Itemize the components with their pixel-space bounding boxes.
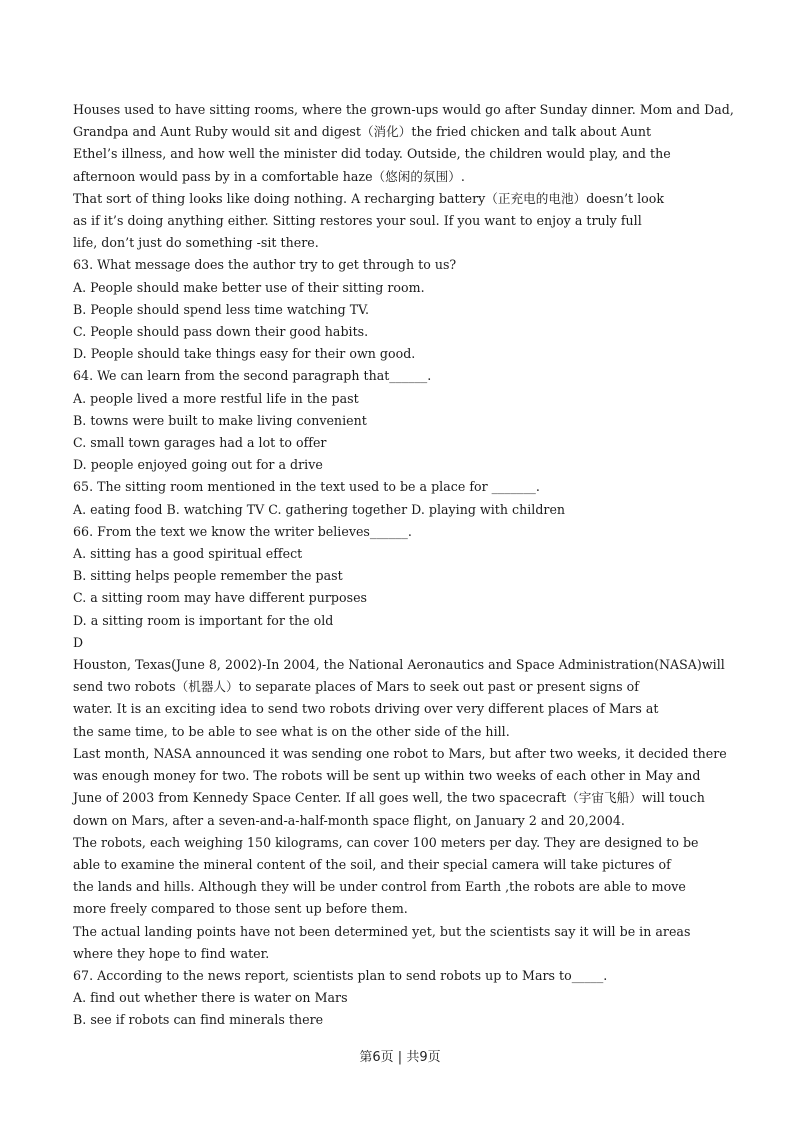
text-line: water. It is an exciting idea to send two robots driving over very different places of Mars at bbox=[73, 701, 659, 717]
text-line: A. People should make better use of their sitting room. bbox=[73, 279, 425, 295]
text-line: Houston, Texas(June 8, 2002)-In 2004, the National Aeronautics and Space Administration(NASA)will bbox=[73, 657, 725, 673]
text-line: B. towns were built to make living convenient bbox=[73, 412, 367, 428]
text-line: A. eating food B. watching TV C. gathering together D. playing with children bbox=[73, 501, 566, 517]
text-line: B. sitting helps people remember the past bbox=[73, 568, 343, 584]
text-line: A. people lived a more restful life in the past bbox=[73, 390, 359, 406]
text-line: A. find out whether there is water on Mars bbox=[73, 990, 348, 1006]
text-line: more freely compared to those sent up before them. bbox=[73, 901, 408, 917]
text-line: as if it’s doing anything either. Sitting restores your soul. If you want to enjoy a truly full bbox=[73, 213, 642, 229]
text-line: where they hope to find water. bbox=[73, 945, 270, 961]
text-line: down on Mars, after a seven-and-a-half-month space flight, on January 2 and 20,2004. bbox=[73, 812, 625, 828]
text-line: C. People should pass down their good habits. bbox=[73, 324, 369, 340]
text-line: D. a sitting room is important for the old bbox=[73, 612, 334, 628]
text-line: Last month, NASA announced it was sending one robot to Mars, but after two weeks, it decided there bbox=[73, 745, 727, 761]
page-footer: 第6页 | 共9页 bbox=[359, 1050, 441, 1065]
text-line: life, don’t just do something -sit there. bbox=[73, 235, 319, 251]
text-line: Houses used to have sitting rooms, where the grown-ups would go after Sunday dinner. Mom and Dad, bbox=[73, 102, 734, 117]
text-line: D. people enjoyed going out for a drive bbox=[73, 457, 323, 473]
text-line: C. a sitting room may have different purposes bbox=[73, 590, 368, 606]
text-line: B. see if robots can find minerals there bbox=[73, 1012, 324, 1028]
text-line: D. People should take things easy for their own good. bbox=[73, 346, 416, 362]
text-line: 67. According to the news report, scientists plan to send robots up to Mars to_____. bbox=[73, 967, 608, 983]
document-body bbox=[73, 99, 773, 1032]
text-line: 63. What message does the author try to get through to us? bbox=[73, 257, 457, 273]
text-line: the lands and hills. Although they will be under control from Earth ,the robots are able to move bbox=[73, 879, 686, 895]
text-line: afternoon would pass by in a comfortable haze（悠闲的氛围）. bbox=[73, 168, 465, 184]
text-line: The robots, each weighing 150 kilograms, can cover 100 meters per day. They are designed to be bbox=[73, 834, 699, 850]
text-line: June of 2003 from Kennedy Space Center. If all goes well, the two spacecraft（宇宙飞船）will touch bbox=[73, 790, 705, 806]
text-line: Grandpa and Aunt Ruby would sit and digest（消化）the fried chicken and talk about Aunt bbox=[73, 124, 652, 140]
text-line: D bbox=[73, 634, 84, 650]
text-line: A. sitting has a good spiritual effect bbox=[73, 546, 303, 562]
text-line: able to examine the mineral content of the soil, and their special camera will take pictures of bbox=[73, 856, 671, 872]
text-line: Ethel’s illness, and how well the minister did today. Outside, the children would play, and the bbox=[73, 146, 671, 162]
text-line: 66. From the text we know the writer believes______. bbox=[73, 523, 412, 539]
text-line: 64. We can learn from the second paragraph that______. bbox=[73, 368, 432, 384]
text-line: The actual landing points have not been determined yet, but the scientists say it will be in areas bbox=[73, 923, 691, 939]
text-line: That sort of thing looks like doing nothing. A recharging battery（正充电的电池）doesn’t look bbox=[73, 190, 665, 206]
text-line: was enough money for two. The robots will be sent up within two weeks of each other in May and bbox=[73, 768, 701, 784]
text-line: C. small town garages had a lot to offer bbox=[73, 435, 327, 451]
text-line: the same time, to be able to see what is on the other side of the hill. bbox=[73, 723, 510, 739]
text-line: 65. The sitting room mentioned in the text used to be a place for _______. bbox=[73, 479, 540, 495]
text-line: B. People should spend less time watching TV. bbox=[73, 301, 370, 317]
text-line: send two robots（机器人）to separate places of Mars to seek out past or present signs of bbox=[73, 679, 639, 695]
